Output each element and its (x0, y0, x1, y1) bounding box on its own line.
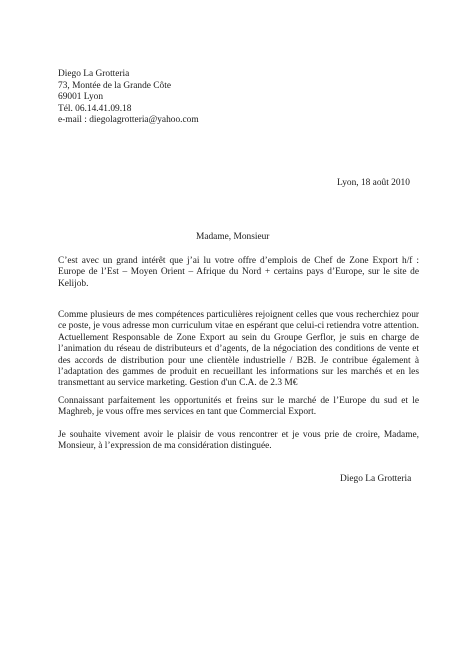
signature: Diego La Grotteria (340, 474, 412, 484)
paragraph-market: Connaissant parfaitement les opportunités et freins sur le marché de l’Europe du sud et le Maghreb, je vous offre mes services en tant que Commercial Export. (58, 396, 419, 418)
salutation: Madame, Monsieur (196, 232, 270, 242)
sender-name: Diego La Grotteria (58, 69, 130, 79)
paragraph-experience: Comme plusieurs de mes compétences particulières rejoignent celles que vous recherchiez pour ce poste, je vous adresse mon curriculum vitae en espérant que celui-ci retiendra votre attention. Actuellement Responsable de Zone Export au sein du Groupe Gerflor, je suis en charge de l’animation du réseau de distributeurs et d’agents, de la négociation des conditions de vente et des accords de distribution pour une clientèle industrielle / B2B. Je contribue également à l’adaptation des gammes de produit en recueillant les informations sur les marchés et en les transmettant au service marketing. Gestion d'un C.A. de 2.3 M€ (58, 310, 419, 389)
sender-phone: Tél. 06.14.41.09.18 (58, 103, 132, 114)
letter-date: Lyon, 18 août 2010 (337, 178, 410, 188)
paragraph-intro: C’est avec un grand intérêt que j’ai lu votre offre d’emplois de Chef de Zone Export h/f : Europe de l’Est – Moyen Orient – Afrique du Nord + certains pays d’Europe, sur le site de Kelijob. (58, 256, 419, 289)
sender-address-block (58, 69, 199, 127)
sender-city: 69001 Lyon (58, 92, 104, 103)
sender-email: e-mail : diegolagrotteria@yahoo.com (58, 115, 199, 126)
sender-street: 73, Montée de la Grande Côte (58, 80, 171, 91)
paragraph-closing: Je souhaite vivement avoir le plaisir de vous rencontrer et je vous prie de croire, Madame, Monsieur, à l’expression de ma considération distinguée. (58, 430, 419, 452)
